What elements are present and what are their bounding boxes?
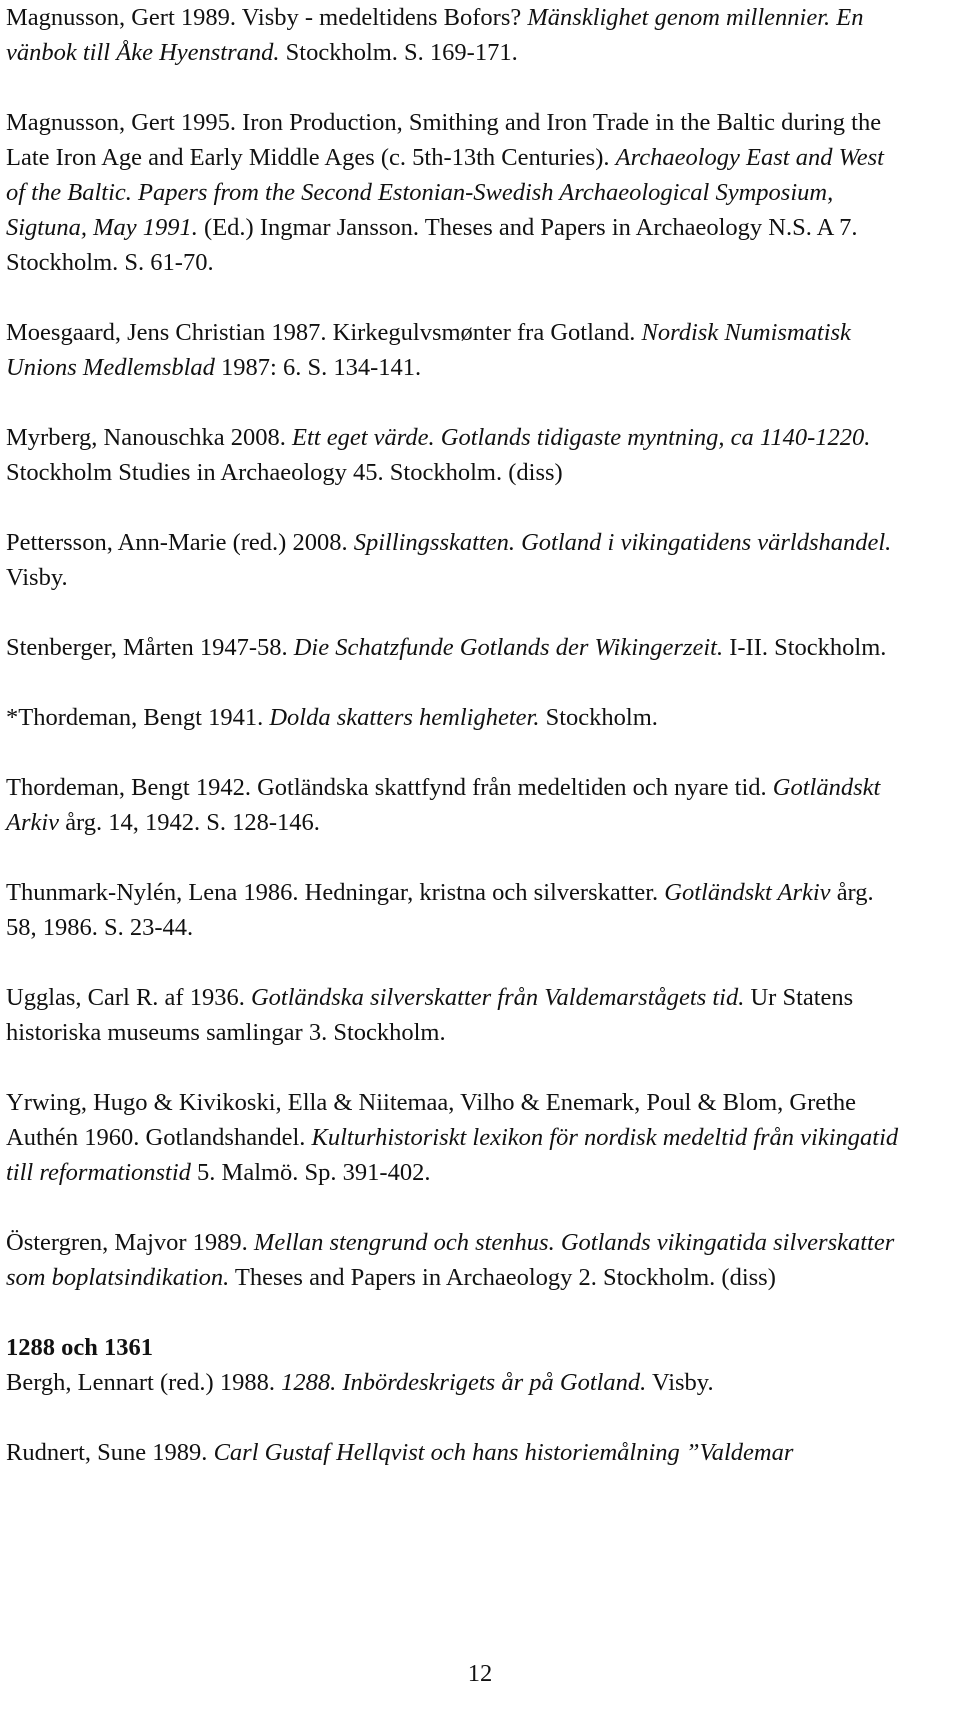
reference-text: Pettersson, Ann-Marie (red.) 2008.: [6, 529, 354, 556]
reference-list: [6, 0, 906, 1295]
reference-title-italic: Dolda skatters hemligheter.: [269, 704, 540, 731]
reference-title-italic: Nordisk Numismatisk Unions Medlemsblad: [6, 319, 851, 381]
reference-entry: [6, 980, 906, 1050]
reference-entry: [6, 630, 906, 665]
reference-entry: [6, 0, 906, 70]
reference-entry: [6, 770, 906, 840]
reference-title-italic: Gotländska silverskatter från Valdemarstågets tid.: [250, 984, 745, 1011]
reference-title-italic: Die Schatzfunde Gotlands der Wikingerzeit.: [293, 634, 724, 661]
reference-entry: [6, 1085, 906, 1190]
reference-text: Thordeman, Bengt 1942. Gotländska skattfynd från medeltiden och nyare tid.: [6, 774, 773, 801]
reference-title-italic: Kulturhistoriskt lexikon för nordisk medeltid från vikingatid till reformationstid: [6, 1124, 899, 1186]
reference-title-italic: Mellan stengrund och stenhus. Gotlands vikingatida silverskatter som boplatsindikation.: [6, 1229, 895, 1291]
reference-entry: [6, 1435, 906, 1470]
reference-text: Thunmark-Nylén, Lena 1986. Hedningar, kristna och silverskatter.: [6, 879, 665, 906]
page-number: 12: [467, 1660, 493, 1687]
reference-entry: [6, 700, 906, 735]
reference-text: Stockholm.: [539, 704, 658, 731]
reference-text: 1987: 6. S. 134-141.: [214, 354, 422, 381]
section-1288-1361: [6, 1330, 906, 1470]
reference-title-italic: Carl Gustaf Hellqvist och hans historiemålning ”Valdemar: [213, 1439, 794, 1466]
reference-text: Magnusson, Gert 1995. Iron Production, Smithing and Iron Trade in the Baltic during the Late Iron Age and Early Middle Ages (c. 5th-13th Centuries).: [6, 109, 882, 171]
reference-text: Stockholm Studies in Archaeology 45. Stockholm. (diss): [6, 459, 563, 486]
reference-entry: [6, 420, 906, 490]
reference-entry: [6, 1365, 906, 1400]
reference-entry: [6, 1225, 906, 1295]
section-heading: 1288 och 1361: [6, 1334, 153, 1361]
reference-text: Ugglas, Carl R. af 1936.: [6, 984, 251, 1011]
reference-title-italic: Spillingsskatten. Gotland i vikingatidens världshandel.: [353, 529, 892, 556]
reference-title-italic: Mänsklighet genom millennier. En vänbok till Åke Hyenstrand.: [6, 4, 864, 66]
reference-text: Rudnert, Sune 1989.: [6, 1439, 214, 1466]
reference-text: Bergh, Lennart (red.) 1988.: [6, 1369, 282, 1396]
reference-text: I-II. Stockholm.: [723, 634, 887, 661]
reference-text: Ur Statens historiska museums samlingar 3. Stockholm.: [6, 984, 854, 1046]
reference-entry: [6, 525, 906, 595]
reference-text: Visby.: [646, 1369, 714, 1396]
reference-text: *Thordeman, Bengt 1941.: [6, 704, 270, 731]
reference-title-italic: Ett eget värde. Gotlands tidigaste myntning, ca 1140-1220.: [292, 424, 871, 451]
reference-text: Magnusson, Gert 1989. Visby - medeltidens Bofors?: [6, 4, 528, 31]
reference-text: Stenberger, Mårten 1947-58.: [6, 634, 294, 661]
section-reference-list: [6, 1365, 906, 1470]
reference-text: Visby.: [6, 564, 68, 591]
reference-title-italic: Gotländskt Arkiv: [664, 879, 831, 906]
reference-text: Stockholm. S. 169-171.: [279, 39, 518, 66]
reference-text: Yrwing, Hugo & Kivikoski, Ella & Niitemaa, Vilho & Enemark, Poul & Blom, Grethe Authén 1960. Gotlandshandel.: [6, 1089, 857, 1151]
reference-title-italic: 1288. Inbördeskrigets år på Gotland.: [281, 1369, 647, 1396]
reference-text: 5. Malmö. Sp. 391-402.: [190, 1159, 431, 1186]
bibliography-page: [6, 0, 906, 1505]
reference-title-italic: Archaeology East and West of the Baltic. Papers from the Second Estonian-Swedish Archaeological Symposium, Sigtuna, May 1991.: [6, 144, 884, 241]
reference-entry: [6, 875, 906, 945]
reference-entry: [6, 105, 906, 280]
reference-text: årg. 58, 1986. S. 23-44.: [6, 879, 874, 941]
reference-text: Myrberg, Nanouschka 2008.: [6, 424, 293, 451]
reference-text: Östergren, Majvor 1989.: [6, 1229, 254, 1256]
reference-text: årg. 14, 1942. S. 128-146.: [59, 809, 320, 836]
reference-text: (Ed.) Ingmar Jansson. Theses and Papers in Archaeology N.S. A 7. Stockholm. S. 61-70.: [6, 214, 858, 276]
reference-title-italic: Gotländskt Arkiv: [6, 774, 881, 836]
reference-text: Moesgaard, Jens Christian 1987. Kirkegulvsmønter fra Gotland.: [6, 319, 642, 346]
reference-entry: [6, 315, 906, 385]
reference-text: Theses and Papers in Archaeology 2. Stockholm. (diss): [229, 1264, 776, 1291]
